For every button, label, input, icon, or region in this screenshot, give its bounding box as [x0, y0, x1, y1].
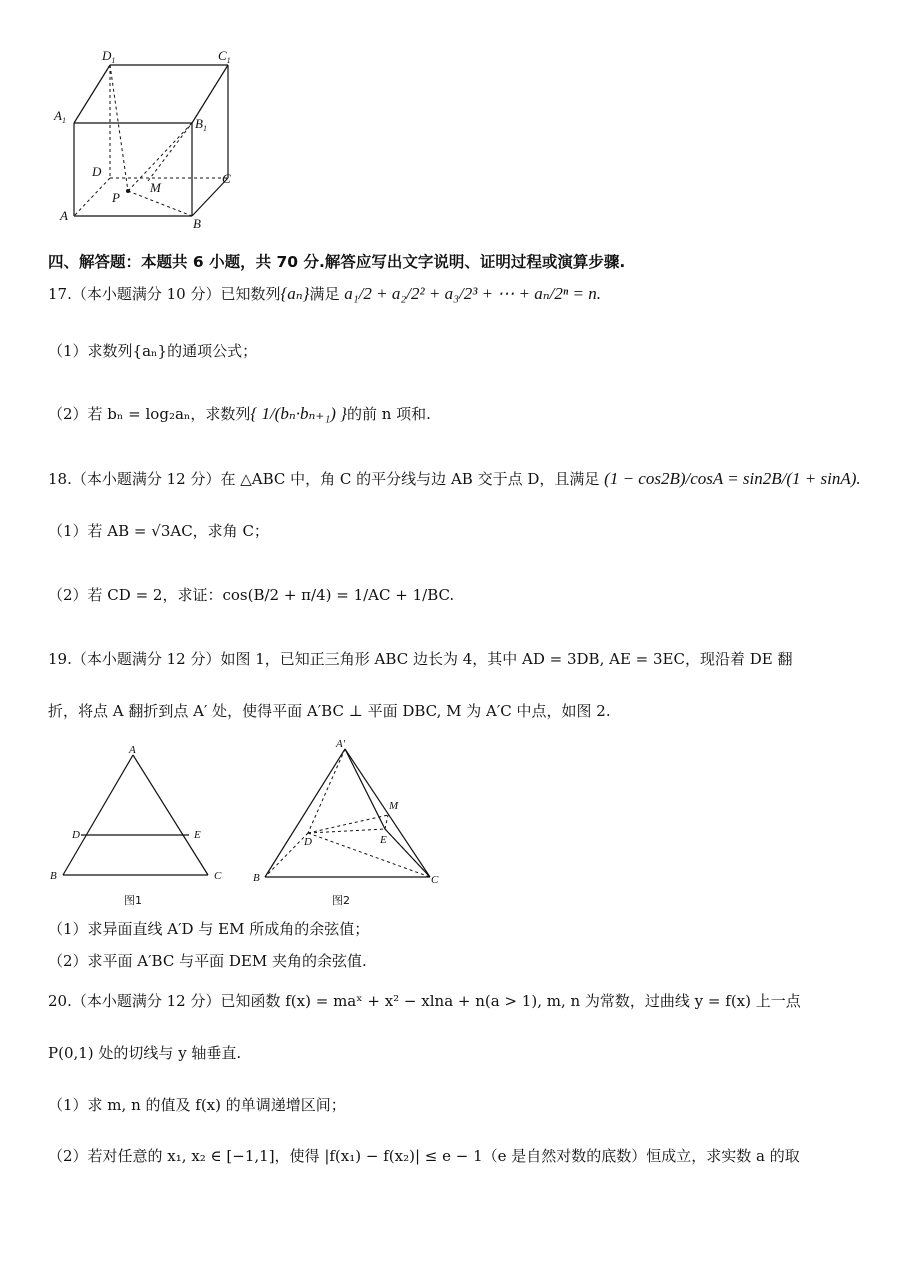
- label-A1: $A_1$: [54, 108, 66, 125]
- q17-equation: a₁/2 + a₂/2² + a₃/2³ + ⋯ + aₙ/2ⁿ = n.: [344, 284, 601, 303]
- q20-intro: 20.（本小题满分 12 分）已知函数 f(x) = maˣ + x² − xlna + n(a > 1), m, n 为常数，过曲线 y = f(x) 上一点: [48, 992, 801, 1010]
- q19-intro: 19.（本小题满分 12 分）如图 1，已知正三角形 ABC 边长为 4，其中 AD = 3DB, AE = 3EC，现沿着 DE 翻: [48, 650, 793, 668]
- label-D: D: [92, 164, 102, 179]
- section-header: 四、解答题：本题共 6 小题，共 70 分.解答应写出文字说明、证明过程或演算步骤.: [48, 253, 626, 271]
- svg-text:M: M: [389, 800, 399, 812]
- label-C: C: [222, 171, 231, 186]
- svg-text:D: D: [72, 829, 80, 841]
- q17-intro: 17.（本小题满分 10 分）已知数列: [48, 285, 281, 303]
- q20-intro2: P(0,1) 处的切线与 y 轴垂直.: [48, 1044, 242, 1062]
- triangle-figure-1: [48, 745, 233, 885]
- q18-part2: （2）若 CD = 2，求证：cos(B/2 + π/4) = 1/AC + 1/BC.: [48, 586, 455, 604]
- q20-part2: （2）若对任意的 x₁, x₂ ∈ [−1,1]，使得 |f(x₁) − f(x₂)| ≤ e − 1（e 是自然对数的底数）恒成立，求实数 a 的取: [48, 1147, 800, 1165]
- figure2-caption: 图2: [332, 894, 350, 907]
- q19-part1: （1）求异面直线 A′D 与 EM 所成角的余弦值；: [48, 920, 370, 938]
- label-P: P: [112, 190, 120, 205]
- label-B: B: [193, 216, 201, 231]
- q18-equation: (1 − cos2B)/cosA = sin2B/(1 + sinA).: [604, 469, 861, 488]
- q18-intro: 18.（本小题满分 12 分）在 △ABC 中，角 C 的平分线与边 AB 交于点 D，且满足: [48, 470, 600, 488]
- q17-intro-line: [48, 283, 601, 305]
- label-C1: $C_1$: [218, 48, 231, 65]
- q18-part1: （1）若 AB = √3AC，求角 C；: [48, 522, 269, 540]
- figure1-caption: 图1: [124, 894, 142, 907]
- q19-part2: （2）求平面 A′BC 与平面 DEM 夹角的余弦值.: [48, 952, 367, 970]
- q20-part1: （1）求 m, n 的值及 f(x) 的单调递增区间；: [48, 1096, 346, 1114]
- svg-text:B: B: [253, 872, 260, 884]
- svg-text:A: A: [129, 745, 136, 756]
- pyramid-figure-2: [250, 737, 445, 887]
- q17-part2-a: （2）若 bₙ = log₂aₙ，求数列: [48, 405, 251, 423]
- q17-seq: {aₙ}: [280, 284, 310, 303]
- cube-figure: [50, 48, 250, 233]
- svg-text:E: E: [194, 829, 201, 841]
- svg-text:E: E: [380, 834, 387, 846]
- svg-text:C: C: [431, 874, 439, 886]
- q18-intro-line: [48, 468, 861, 490]
- q17-part2-c: 的前 n 项和.: [346, 405, 431, 423]
- label-A: A: [60, 208, 68, 223]
- q19-intro2: 折，将点 A 翻折到点 A′ 处，使得平面 A′BC ⊥ 平面 DBC, M 为 A′C 中点，如图 2.: [48, 702, 611, 720]
- label-D1: $D_1$: [102, 48, 116, 65]
- svg-text:A′: A′: [336, 738, 346, 750]
- q17-part2-line: [48, 403, 431, 425]
- svg-text:D: D: [304, 836, 312, 848]
- label-M: M: [150, 180, 161, 195]
- q17-part2-b: { 1/(bₙ·bₙ₊₁) }: [250, 404, 347, 423]
- svg-text:B: B: [50, 870, 57, 882]
- q17-part1: （1）求数列{aₙ}的通项公式；: [48, 342, 258, 360]
- label-B1: $B_1$: [195, 116, 207, 133]
- svg-text:C: C: [214, 870, 222, 882]
- q17-satisfies: 满足: [309, 285, 340, 303]
